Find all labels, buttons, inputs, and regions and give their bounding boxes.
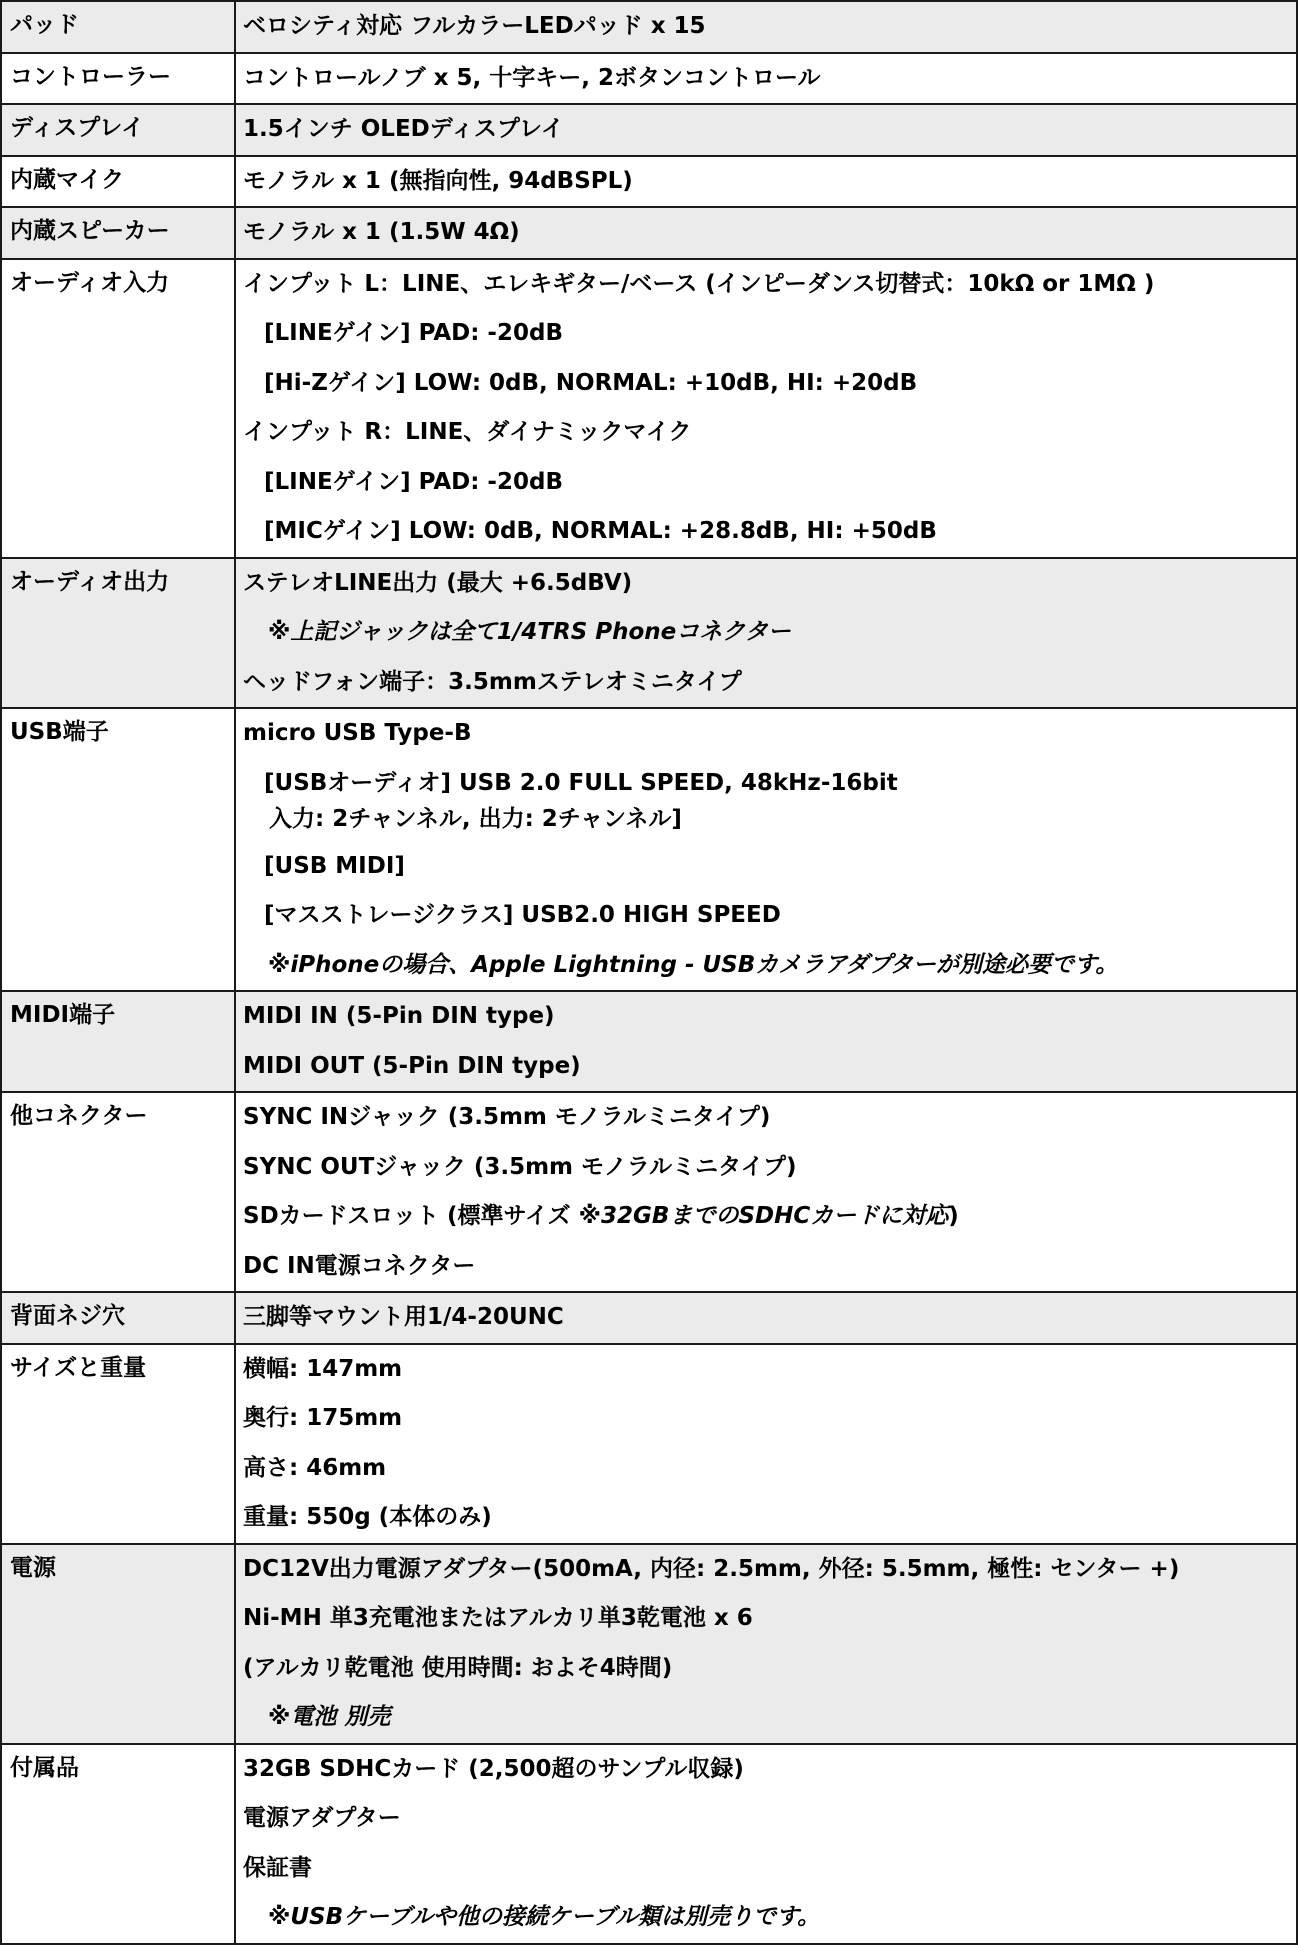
spec-line: ステレオLINE出力 (最大 +6.5dBV) <box>243 569 633 596</box>
spec-label: オーディオ出力 <box>1 558 235 709</box>
spec-line: (アルカリ乾電池 使用時間: およそ4時間) <box>243 1654 673 1681</box>
spec-line: 三脚等マウント用1/4-20UNC <box>243 1304 564 1330</box>
spec-line: モノラル x 1 (無指向性, 94dBSPL) <box>243 167 633 194</box>
spec-note: ※USBケーブルや他の接続ケーブル類は別売りです。 <box>268 1904 821 1930</box>
spec-row-audio-input <box>1 259 1297 558</box>
spec-line: 重量: 550g (本体のみ) <box>243 1504 492 1530</box>
spec-row-accessories <box>1 1744 1297 1944</box>
spec-label: オーディオ入力 <box>1 259 235 558</box>
spec-line: [USB MIDI] <box>264 852 405 879</box>
spec-line: ベロシティ対応 フルカラーLEDパッド x 15 <box>243 13 706 39</box>
spec-row-controllers <box>1 53 1297 105</box>
spec-line-group <box>236 1192 1296 1242</box>
spec-label: サイズと重量 <box>1 1344 235 1544</box>
spec-line: [MICゲイン] LOW: 0dB, NORMAL: +28.8dB, HI: +50dB <box>264 518 937 544</box>
spec-line: DC IN電源コネクター <box>243 1252 476 1279</box>
spec-line: MIDI IN (5-Pin DIN type) <box>243 1003 555 1029</box>
spec-label: ディスプレイ <box>1 104 235 156</box>
spec-row-midi <box>1 991 1297 1092</box>
spec-line: 奥行: 175mm <box>243 1405 403 1431</box>
spec-line: [マスストレージクラス] USB2.0 HIGH SPEED <box>264 902 781 928</box>
spec-row-mount <box>1 1292 1297 1344</box>
spec-line: [LINEゲイン] PAD: -20dB <box>264 320 563 346</box>
spec-value <box>235 53 1297 105</box>
spec-line: [LINEゲイン] PAD: -20dB <box>264 468 563 495</box>
spec-label: コントローラー <box>1 53 235 105</box>
spec-row-pads <box>1 1 1297 53</box>
spec-row-mic <box>1 156 1297 208</box>
spec-value <box>235 207 1297 259</box>
spec-line-part: ) <box>948 1203 959 1229</box>
spec-line: 32GB SDHCカード (2,500超のサンプル収録) <box>243 1755 744 1782</box>
spec-label: パッド <box>1 1 235 53</box>
spec-line: 横幅: 147mm <box>243 1355 403 1382</box>
spec-note: ※上記ジャックは全て1/4TRS Phoneコネクター <box>268 619 791 645</box>
spec-label: 他コネクター <box>1 1092 235 1292</box>
spec-value <box>235 1 1297 53</box>
spec-value <box>235 1292 1297 1344</box>
spec-value <box>235 1344 1297 1544</box>
spec-row-speaker <box>1 207 1297 259</box>
spec-line: 入力: 2チャンネル, 出力: 2チャンネル] <box>269 805 682 832</box>
spec-row-audio-output <box>1 558 1297 709</box>
spec-line: 1.5インチ OLEDディスプレイ <box>243 116 564 142</box>
spec-label: 電源 <box>1 1544 235 1744</box>
spec-value <box>235 558 1297 709</box>
spec-line-part: SDカードスロット (標準サイズ <box>243 1203 571 1229</box>
spec-line: SYNC INジャック (3.5mm モノラルミニタイプ) <box>243 1104 771 1130</box>
spec-label: 付属品 <box>1 1744 235 1944</box>
spec-line: 電源アダプター <box>243 1805 401 1831</box>
spec-label: MIDI端子 <box>1 991 235 1092</box>
spec-row-usb <box>1 708 1297 991</box>
spec-label: 背面ネジ穴 <box>1 1292 235 1344</box>
spec-line: インプット R：LINE、ダイナミックマイク <box>243 419 692 445</box>
spec-line: Ni-MH 単3充電池またはアルカリ単3乾電池 x 6 <box>243 1605 753 1631</box>
spec-label: 内蔵スピーカー <box>1 207 235 259</box>
spec-label: 内蔵マイク <box>1 156 235 208</box>
spec-note: ※iPhoneの場合、Apple Lightning - USBカメラアダプターが別途必要です。 <box>268 951 1119 978</box>
spec-line: 保証書 <box>243 1854 312 1881</box>
spec-note: ※32GBまでのSDHCカードに対応 <box>578 1203 949 1229</box>
spec-value <box>235 991 1297 1092</box>
spec-line: [USBオーディオ] USB 2.0 FULL SPEED, 48kHz-16bit <box>264 769 898 796</box>
spec-line: 高さ: 46mm <box>243 1454 387 1481</box>
spec-row-size-weight <box>1 1344 1297 1544</box>
spec-value <box>235 1092 1297 1292</box>
spec-line: モノラル x 1 (1.5W 4Ω) <box>243 219 520 245</box>
spec-row-other-connectors <box>1 1092 1297 1292</box>
spec-value <box>235 1544 1297 1744</box>
spec-row-power <box>1 1544 1297 1744</box>
spec-line-group <box>236 759 1296 842</box>
spec-line: コントロールノブ x 5, 十字キー, 2ボタンコントロール <box>243 64 821 91</box>
spec-value <box>235 156 1297 208</box>
spec-label: USB端子 <box>1 708 235 991</box>
spec-value <box>235 259 1297 558</box>
spec-note: ※電池 別売 <box>268 1704 391 1730</box>
spec-line: DC12V出力電源アダプター(500mA, 内径: 2.5mm, 外径: 5.5mm, 極性: センター +) <box>243 1555 1180 1582</box>
spec-line: インプット L：LINE、エレキギター/ベース (インピーダンス切替式：10kΩ or 1MΩ ) <box>243 270 1155 297</box>
spec-line: ヘッドフォン端子：3.5mmステレオミニタイプ <box>243 668 742 695</box>
spec-line: MIDI OUT (5-Pin DIN type) <box>243 1052 581 1079</box>
spec-line: [Hi-Zゲイン] LOW: 0dB, NORMAL: +10dB, HI: +20dB <box>264 369 918 396</box>
spec-line: micro USB Type-B <box>243 720 472 746</box>
spec-row-display <box>1 104 1297 156</box>
spec-line: SYNC OUTジャック (3.5mm モノラルミニタイプ) <box>243 1153 797 1180</box>
spec-value <box>235 708 1297 991</box>
spec-value <box>235 1744 1297 1944</box>
spec-value <box>235 104 1297 156</box>
